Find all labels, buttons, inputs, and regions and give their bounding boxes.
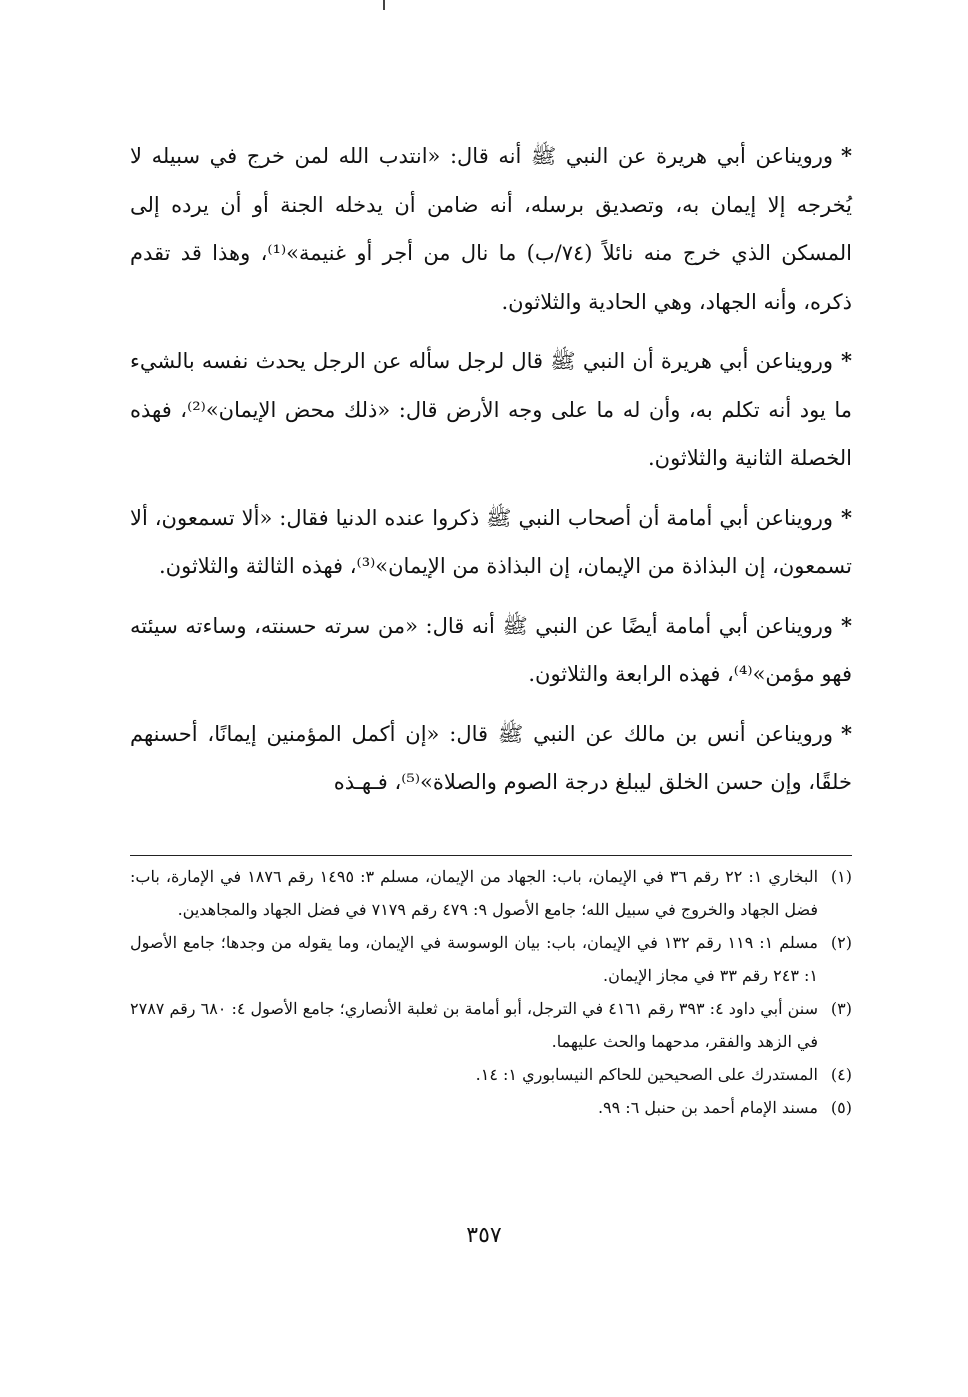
footnote-4 — [130, 1058, 852, 1091]
footnote-number: (٣) — [830, 999, 852, 1018]
paragraph-text: ورويناعن أبي هريرة أن النبي ﷺ قال لرجل سأله عن الرجل يحدث نفسه بالشيء ما يود أنه تكلم به، وأن له ما على وجه الأرض قال: «ذلك محض الإيمان»⁽²⁾، فهذه الخصلة الثانية والثلاثون. — [130, 349, 853, 470]
bullet-icon: * — [841, 720, 852, 746]
footnote-number: (٢) — [830, 933, 852, 952]
paragraph-text: ورويناعن أنس بن مالك عن النبي ﷺ قال: «إن أكمل المؤمنين إيمانًا، أحسنهم خلقًا، وإن حسن الخلق ليبلغ درجة الصوم والصلاة»⁽⁵⁾، فـهـذه — [130, 721, 852, 794]
footnote-2 — [130, 926, 852, 992]
paragraph-1 — [130, 132, 852, 326]
bullet-icon: * — [841, 612, 852, 638]
paragraph-2 — [130, 337, 852, 483]
paragraph-3 — [130, 494, 852, 591]
paragraph-text: ورويناعن أبي أمامة أن أصحاب النبي ﷺ ذكروا عنده الدنيا فقال: «ألا تسمعون، ألا تسمعون، إن البذاذة من الإيمان، إن البذاذة من الإيمان»⁽³⁾، فهذه الثالثة والثلاثون. — [130, 505, 852, 578]
footnote-divider — [130, 855, 852, 856]
bullet-icon: * — [841, 143, 852, 168]
footnote-text: مسلم ١: ١١٩ رقم ١٣٢ في الإيمان، باب: بيان الوسوسة في الإيمان، وما يقوله من وجدها؛ جامع الأصول ١: ٢٤٣ رقم ٣٣ في مجاز الإيمان. — [130, 933, 819, 985]
footnote-1 — [130, 860, 852, 926]
page-number: ٣٥٧ — [466, 1223, 502, 1248]
bullet-icon: * — [841, 348, 852, 373]
paragraph-text: ورويناعن أبي هريرة عن النبي ﷺ أنه قال: «انتدب الله لمن خرج في سبيله لا يُخرجه إلا إيمان به، وتصديق برسله، أنه ضامن أن يدخله الجنة أو أن يرده إلى المسكن الذي خرج منه نائلاً (٧٤/ب) ما نال من أجر أو غنيمة»⁽¹⁾، وهذا قد تقدم ذكره، وأنه الجهاد، وهي الحادية والثلاثون. — [130, 144, 852, 314]
footnote-5 — [130, 1091, 852, 1124]
page-top-mark — [383, 0, 385, 10]
footnote-number: (١) — [830, 867, 852, 886]
footnote-text: مسند الإمام أحمد بن حنبل ٦: ٩٩. — [597, 1098, 818, 1117]
footnotes — [130, 860, 852, 1124]
footnote-3 — [130, 992, 852, 1058]
footnote-text: المستدرك على الصحيحين للحاكم النيسابوري ١: ١٤. — [475, 1065, 818, 1084]
footnote-text: سنن أبي داود ٤: ٣٩٣ رقم ٤١٦١ في الترجل، أبو أمامة بن ثعلبة الأنصاري؛ جامع الأصول ٤: ٦٨٠ رقم ٢٧٨٧ في الزهد والفقر، مدحهما والحث عليهما. — [130, 999, 819, 1051]
paragraph-4 — [130, 602, 852, 699]
main-text — [130, 132, 852, 818]
bullet-icon: * — [841, 504, 852, 530]
paragraph-text: ورويناعن أبي أمامة أيضًا عن النبي ﷺ أنه قال: «من سرته حسنته، وساءته سيئته فهو مؤمن»⁽⁴⁾، فهذه الرابعة والثلاثون. — [130, 613, 852, 686]
paragraph-5 — [130, 710, 852, 807]
footnote-text: البخاري ١: ٢٢ رقم ٣٦ في الإيمان، باب: الجهاد من الإيمان، مسلم ٣: ١٤٩٥ رقم ١٨٧٦ في الإمارة، باب: فضل الجهاد والخروج في سبيل الله؛ جامع الأصول ٩: ٤٧٩ رقم ٧١٧٩ في فضل الجهاد والمجاهدين. — [130, 867, 819, 919]
footnote-number: (٤) — [830, 1065, 852, 1084]
footnote-number: (٥) — [830, 1098, 852, 1117]
